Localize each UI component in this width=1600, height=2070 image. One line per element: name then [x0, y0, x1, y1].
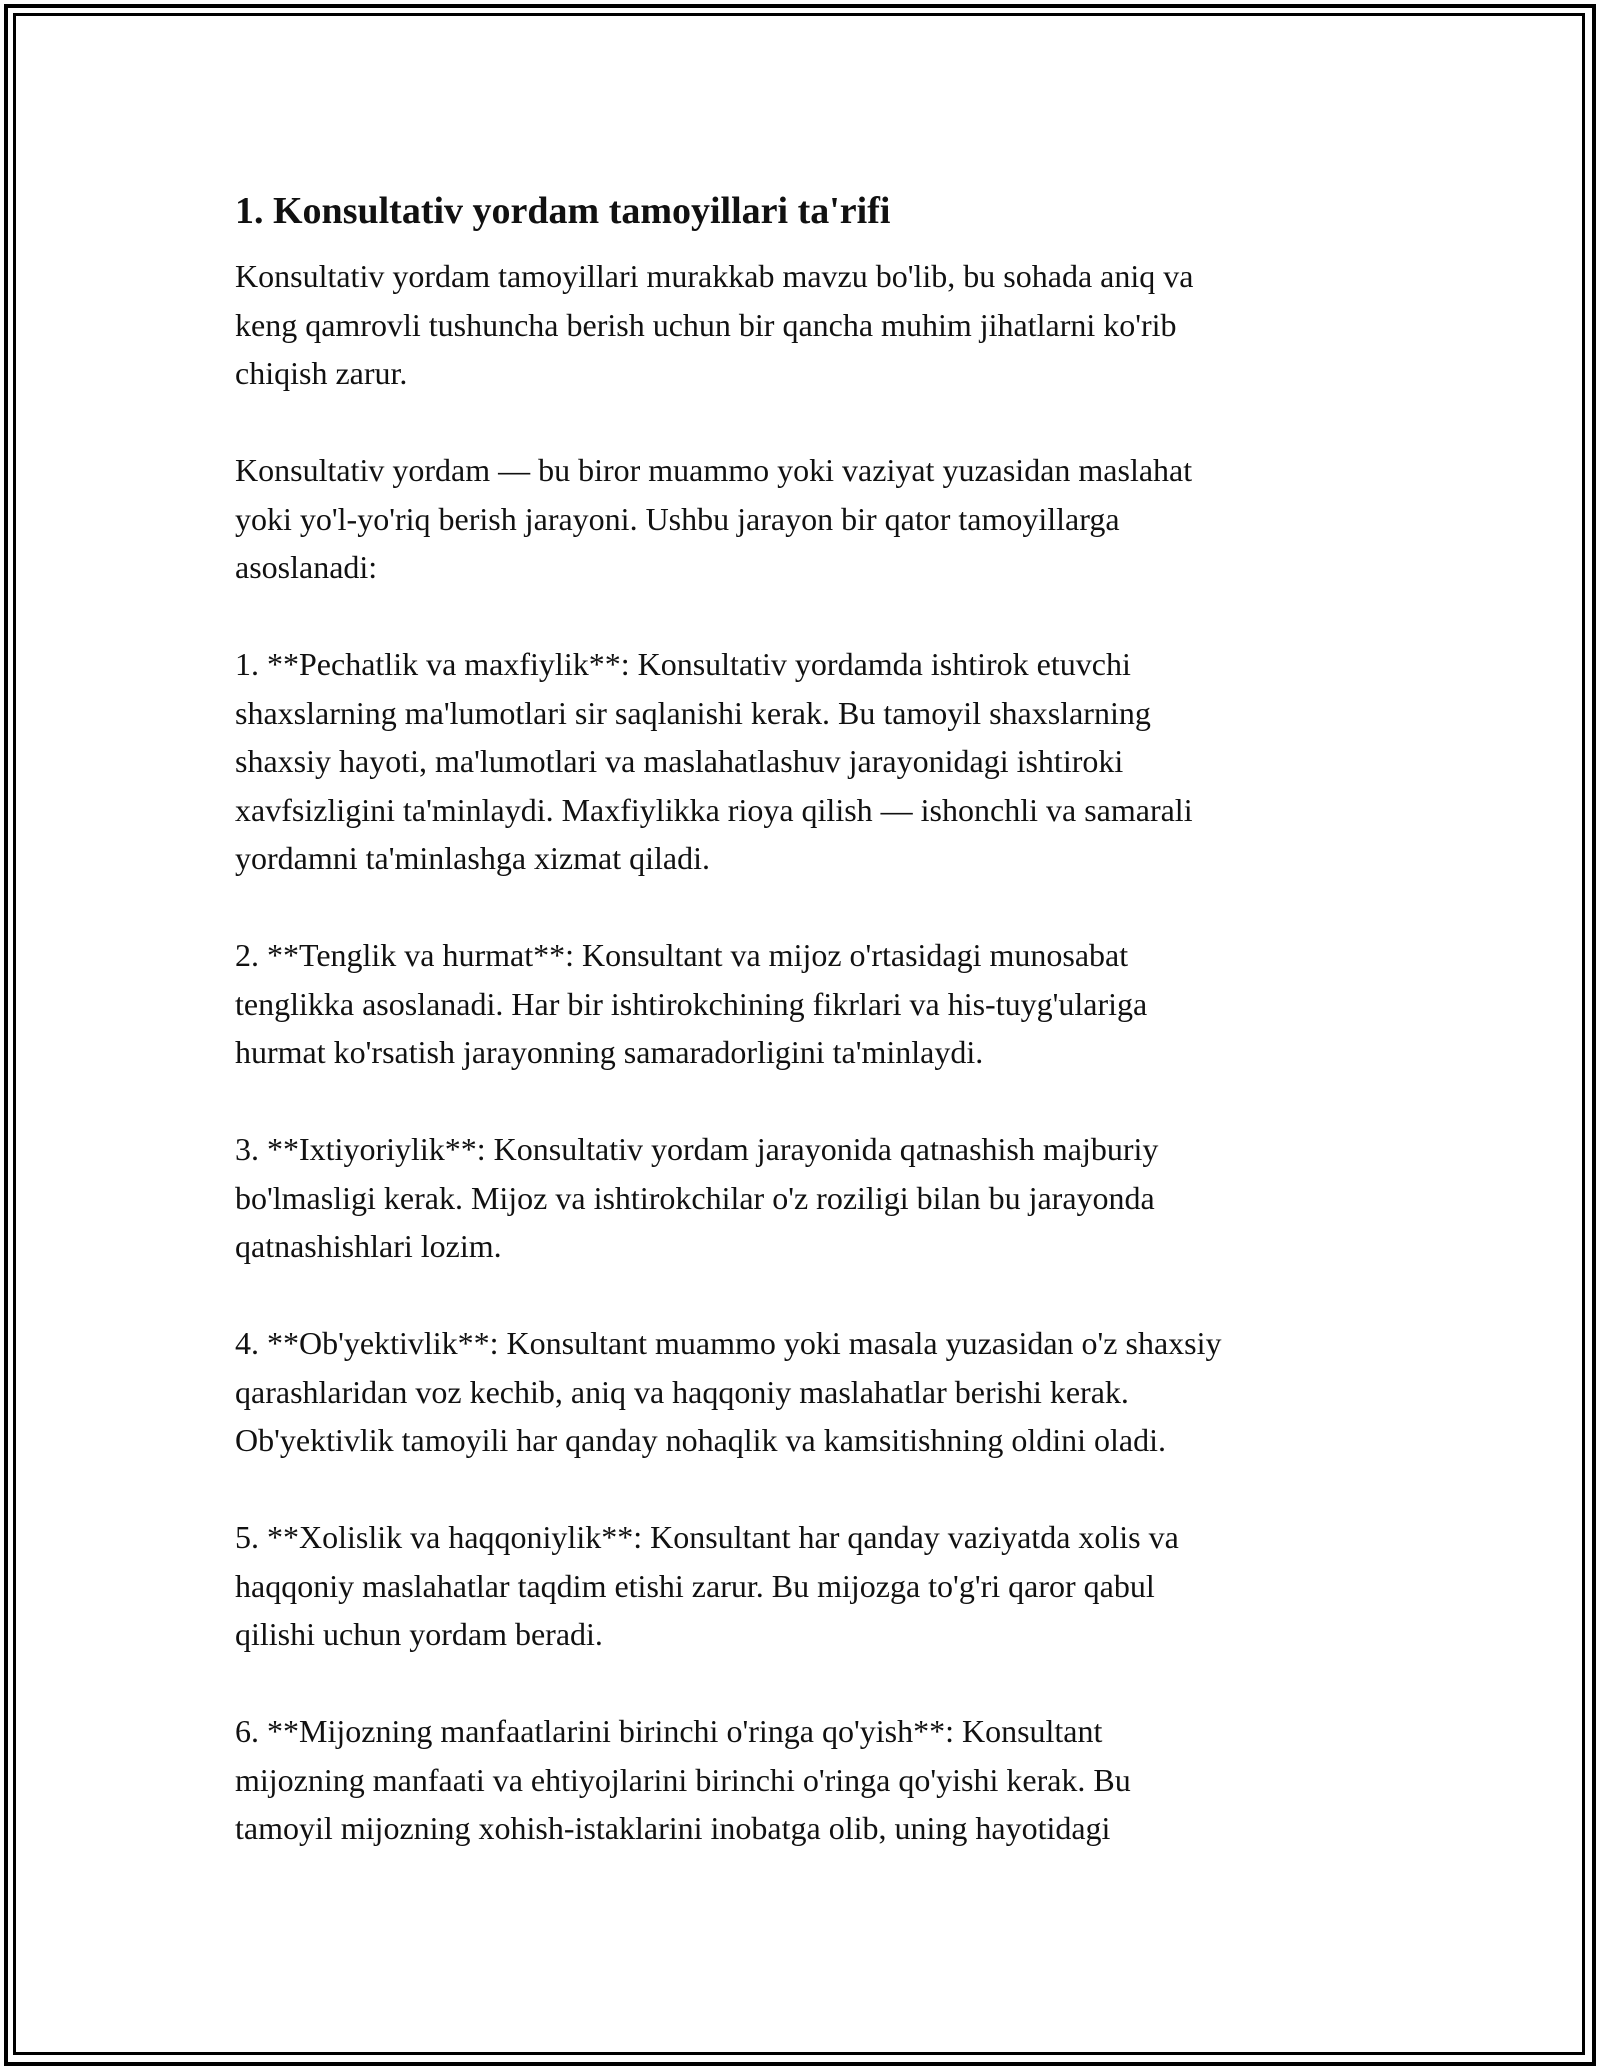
text-line: 2. **Tenglik va hurmat**: Konsultant va mijoz o'rtasidagi munosabat	[235, 937, 1129, 973]
document-body	[235, 186, 1385, 1901]
text-line: 1. **Pechatlik va maxfiylik**: Konsultativ yordamda ishtirok etuvchi	[235, 646, 1131, 682]
paragraph	[235, 1319, 1385, 1465]
text-line: Ob'yektivlik tamoyili har qanday nohaqlik va kamsitishning oldini oladi.	[235, 1422, 1166, 1458]
text-line: mijozning manfaati va ehtiyojlarini birinchi o'ringa qo'yishi kerak. Bu	[235, 1761, 1131, 1798]
text-line: xavfsizligini ta'minlaydi. Maxfiylikka rioya qilish — ishonchli va samarali	[235, 791, 1193, 828]
text-line: haqqoniy maslahatlar taqdim etishi zarur. Bu mijozga to'g'ri qaror qabul	[235, 1567, 1155, 1604]
text-line: 3. **Ixtiyoriylik**: Konsultativ yordam jarayonida qatnashish majburiy	[235, 1131, 1159, 1167]
paragraph	[235, 931, 1385, 1077]
text-line: Konsultativ yordam tamoyillari murakkab mavzu bo'lib, bu sohada aniq va	[235, 258, 1194, 294]
text-line: yoki yo'l-yo'riq berish jarayoni. Ushbu jarayon bir qator tamoyillarga	[235, 500, 1120, 537]
text-line: qarashlaridan voz kechib, aniq va haqqoniy maslahatlar berishi kerak.	[235, 1373, 1129, 1410]
text-line: bo'lmasligi kerak. Mijoz va ishtirokchilar o'z roziligi bilan bu jarayonda	[235, 1179, 1155, 1216]
text-line: 5. **Xolislik va haqqoniylik**: Konsultant har qanday vaziyatda xolis va	[235, 1519, 1179, 1555]
paragraph	[235, 1513, 1385, 1659]
text-line: chiqish zarur.	[235, 355, 408, 391]
text-line: yordamni ta'minlashga xizmat qiladi.	[235, 840, 710, 876]
text-line: qilishi uchun yordam beradi.	[235, 1616, 603, 1652]
text-line: shaxsiy hayoti, ma'lumotlari va maslahatlashuv jarayonidagi ishtiroki	[235, 743, 1124, 779]
paragraph	[235, 252, 1385, 398]
text-line: asoslanadi:	[235, 549, 378, 585]
paragraph	[235, 1707, 1385, 1853]
text-line: hurmat ko'rsatish jarayonning samaradorligini ta'minlaydi.	[235, 1034, 984, 1070]
text-line: 6. **Mijozning manfaatlarini birinchi o'ringa qo'yish**: Konsultant	[235, 1713, 1103, 1749]
paragraph-list	[235, 252, 1385, 1853]
paragraph	[235, 446, 1385, 592]
text-line: tenglikka asoslanadi. Har bir ishtirokchining fikrlari va his-tuyg'ulariga	[235, 985, 1148, 1022]
text-line: tamoyil mijozning xohish-istaklarini inobatga olib, uning hayotidagi	[235, 1810, 1111, 1846]
paragraph	[235, 1125, 1385, 1271]
paragraph	[235, 640, 1385, 883]
text-line: Konsultativ yordam — bu biror muammo yoki vaziyat yuzasidan maslahat	[235, 452, 1193, 488]
text-line: 4. **Ob'yektivlik**: Konsultant muammo yoki masala yuzasidan o'z shaxsiy	[235, 1325, 1222, 1361]
text-line: keng qamrovli tushuncha berish uchun bir qancha muhim jihatlarni ko'rib	[235, 306, 1177, 343]
text-line: qatnashishlari lozim.	[235, 1228, 502, 1264]
text-line: shaxslarning ma'lumotlari sir saqlanishi kerak. Bu tamoyil shaxslarning	[235, 694, 1151, 731]
section-heading: 1. Konsultativ yordam tamoyillari ta'rifi	[235, 190, 891, 232]
